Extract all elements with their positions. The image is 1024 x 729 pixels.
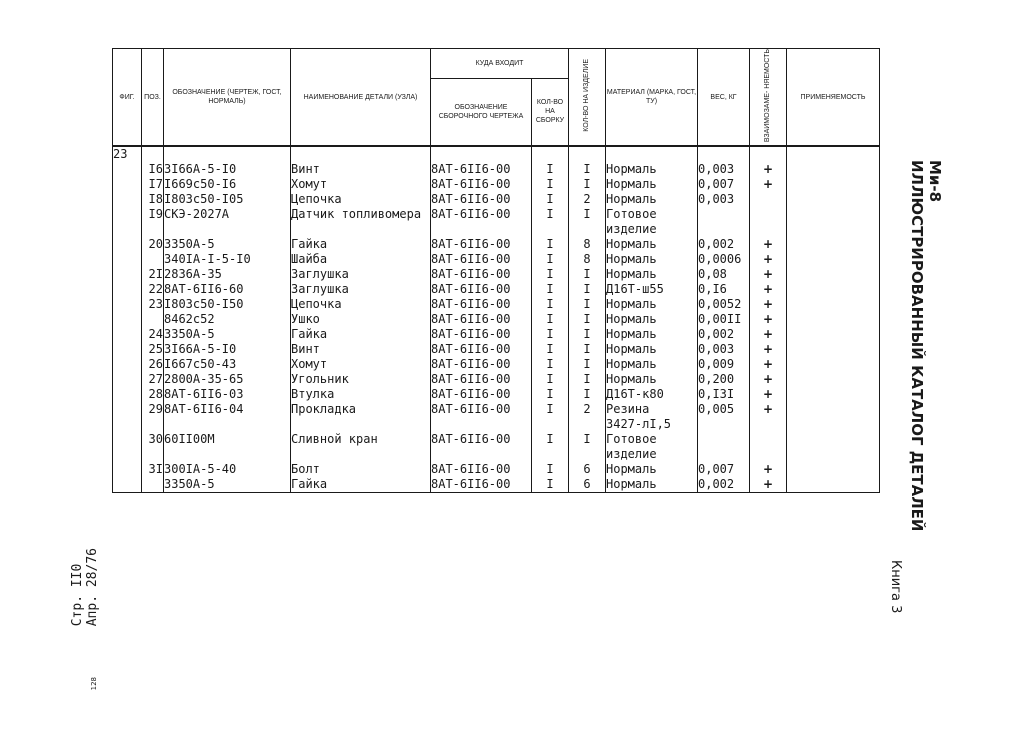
cell-qty-assembly: I bbox=[532, 282, 569, 297]
cell-material bbox=[606, 462, 698, 477]
material-line: Нормаль bbox=[606, 177, 657, 192]
cell-fig bbox=[113, 252, 142, 267]
cell-qty-product: I bbox=[569, 162, 606, 177]
cell-pos: 2I bbox=[142, 267, 164, 282]
cell-interchangeability: + bbox=[750, 462, 787, 477]
table-row bbox=[113, 237, 880, 252]
cell-interchangeability bbox=[750, 432, 787, 462]
cell-fig bbox=[113, 162, 142, 177]
cell-designation: I803с50-I05 bbox=[164, 192, 291, 207]
material-line: Нормаль bbox=[606, 252, 657, 267]
table-row bbox=[113, 402, 880, 432]
cell-interchangeability: + bbox=[750, 297, 787, 312]
cell-fig bbox=[113, 282, 142, 297]
cell-weight bbox=[698, 146, 750, 162]
header-qty-assembly: КОЛ-ВО НА СБОРКУ bbox=[532, 78, 569, 146]
revision-date: Апр. 28/76 bbox=[85, 548, 100, 627]
cell-fig bbox=[113, 402, 142, 432]
cell-interchangeability: + bbox=[750, 477, 787, 493]
cell-assembly: 8AT-6II6-00 bbox=[431, 192, 532, 207]
table-row bbox=[113, 282, 880, 297]
cell-fig bbox=[113, 177, 142, 192]
cell-name: Гайка bbox=[291, 237, 431, 252]
cell-interchangeability: + bbox=[750, 312, 787, 327]
cell-assembly bbox=[431, 146, 532, 162]
cell-fig bbox=[113, 477, 142, 493]
cell-qty-product: I bbox=[569, 282, 606, 297]
cell-designation: 2836A-35 bbox=[164, 267, 291, 282]
cell-material bbox=[606, 312, 698, 327]
cell-qty-assembly: I bbox=[532, 477, 569, 493]
cell-applicability bbox=[787, 146, 880, 162]
cell-weight: 0,08 bbox=[698, 267, 750, 282]
table-row bbox=[113, 357, 880, 372]
cell-pos: 30 bbox=[142, 432, 164, 462]
cell-interchangeability bbox=[750, 192, 787, 207]
cell-assembly: 8AT-6II6-00 bbox=[431, 402, 532, 432]
cell-material bbox=[606, 207, 698, 237]
material-line: Готовое bbox=[606, 432, 657, 447]
material-line: Нормаль bbox=[606, 477, 657, 492]
cell-name: Сливной кран bbox=[291, 432, 431, 462]
cell-weight: 0,200 bbox=[698, 372, 750, 387]
cell-qty-assembly: I bbox=[532, 402, 569, 432]
cell-weight: 0,005 bbox=[698, 402, 750, 432]
cell-designation: СКЭ-2027А bbox=[164, 207, 291, 237]
cell-designation: 8462с52 bbox=[164, 312, 291, 327]
aircraft-model: Ми-8 bbox=[926, 160, 944, 203]
cell-pos: 29 bbox=[142, 402, 164, 432]
cell-material bbox=[606, 146, 698, 162]
cell-designation: I667с50-43 bbox=[164, 357, 291, 372]
cell-qty-assembly: I bbox=[532, 342, 569, 357]
parts-table bbox=[112, 48, 880, 493]
cell-material bbox=[606, 432, 698, 462]
cell-assembly: 8AT-6II6-00 bbox=[431, 267, 532, 282]
cell-designation: I669с50-I6 bbox=[164, 177, 291, 192]
cell-interchangeability: + bbox=[750, 372, 787, 387]
cell-designation: 8AT-6II6-04 bbox=[164, 402, 291, 432]
cell-name: Гайка bbox=[291, 477, 431, 493]
cell-name: Винт bbox=[291, 342, 431, 357]
cell-applicability bbox=[787, 342, 880, 357]
cell-qty-product: I bbox=[569, 267, 606, 282]
cell-interchangeability bbox=[750, 207, 787, 237]
cell-qty-assembly: I bbox=[532, 372, 569, 387]
cell-material bbox=[606, 372, 698, 387]
cell-name: Угольник bbox=[291, 372, 431, 387]
cell-pos: I6 bbox=[142, 162, 164, 177]
cell-applicability bbox=[787, 477, 880, 493]
cell-weight: 0,I3I bbox=[698, 387, 750, 402]
cell-fig bbox=[113, 192, 142, 207]
cell-material bbox=[606, 282, 698, 297]
cell-assembly: 8AT-6II6-00 bbox=[431, 237, 532, 252]
material-line-2: изделие bbox=[606, 447, 657, 462]
cell-material bbox=[606, 177, 698, 192]
cell-weight bbox=[698, 432, 750, 462]
cell-pos bbox=[142, 312, 164, 327]
cell-weight: 0,003 bbox=[698, 162, 750, 177]
header-assembly-designation: ОБОЗНАЧЕНИЕ СБОРОЧНОГО ЧЕРТЕЖА bbox=[431, 78, 532, 146]
cell-material bbox=[606, 297, 698, 312]
table-row bbox=[113, 372, 880, 387]
material-line: Нормаль bbox=[606, 372, 657, 387]
cell-interchangeability: + bbox=[750, 327, 787, 342]
material-line: Нормаль bbox=[606, 327, 657, 342]
cell-qty-assembly: I bbox=[532, 267, 569, 282]
cell-qty-product: 8 bbox=[569, 237, 606, 252]
cell-designation: 60II00M bbox=[164, 432, 291, 462]
table-row bbox=[113, 342, 880, 357]
cell-interchangeability: + bbox=[750, 357, 787, 372]
material-line: Нормаль bbox=[606, 462, 657, 477]
cell-designation: 3I66A-5-I0 bbox=[164, 342, 291, 357]
material-line-2: изделие bbox=[606, 222, 657, 237]
cell-assembly: 8AT-6II6-00 bbox=[431, 432, 532, 462]
cell-weight: 0,002 bbox=[698, 477, 750, 493]
cell-qty-product bbox=[569, 146, 606, 162]
cell-pos: 27 bbox=[142, 372, 164, 387]
cell-fig bbox=[113, 462, 142, 477]
header-qty-product: КОЛ-ВО НА ИЗДЕЛИЕ bbox=[569, 49, 606, 147]
cell-material bbox=[606, 402, 698, 432]
cell-assembly: 8AT-6II6-00 bbox=[431, 312, 532, 327]
cell-weight: 0,007 bbox=[698, 177, 750, 192]
cell-assembly: 8AT-6II6-00 bbox=[431, 342, 532, 357]
cell-qty-assembly bbox=[532, 146, 569, 162]
table-body bbox=[113, 146, 880, 493]
cell-fig bbox=[113, 327, 142, 342]
cell-interchangeability: + bbox=[750, 387, 787, 402]
cell-material bbox=[606, 237, 698, 252]
cell-applicability bbox=[787, 402, 880, 432]
cell-qty-product: I bbox=[569, 357, 606, 372]
cell-qty-assembly: I bbox=[532, 432, 569, 462]
cell-pos bbox=[142, 146, 164, 162]
cell-applicability bbox=[787, 387, 880, 402]
cell-applicability bbox=[787, 432, 880, 462]
cell-designation: 8AT-6II6-60 bbox=[164, 282, 291, 297]
header-applicability: ПРИМЕНЯЕМОСТЬ bbox=[787, 49, 880, 147]
cell-assembly: 8AT-6II6-00 bbox=[431, 327, 532, 342]
material-line: Нормаль bbox=[606, 267, 657, 282]
cell-designation: 3350A-5 bbox=[164, 327, 291, 342]
cell-applicability bbox=[787, 162, 880, 177]
cell-fig bbox=[113, 237, 142, 252]
cell-weight bbox=[698, 207, 750, 237]
cell-assembly: 8AT-6II6-00 bbox=[431, 177, 532, 192]
table-row bbox=[113, 177, 880, 192]
material-line: Д16Т-ш55 bbox=[606, 282, 664, 297]
cell-pos: 28 bbox=[142, 387, 164, 402]
header-where-used: КУДА ВХОДИТ bbox=[431, 49, 569, 79]
cell-name: Цепочка bbox=[291, 192, 431, 207]
cell-weight: 0,007 bbox=[698, 462, 750, 477]
table-row bbox=[113, 267, 880, 282]
cell-qty-product: 6 bbox=[569, 477, 606, 493]
cell-qty-product: I bbox=[569, 312, 606, 327]
cell-qty-assembly: I bbox=[532, 357, 569, 372]
cell-pos: 24 bbox=[142, 327, 164, 342]
material-line: Нормаль bbox=[606, 312, 657, 327]
cell-interchangeability: + bbox=[750, 237, 787, 252]
cell-qty-product: I bbox=[569, 297, 606, 312]
cell-fig bbox=[113, 342, 142, 357]
cell-pos: I8 bbox=[142, 192, 164, 207]
material-line-2: 3427-лI,5 bbox=[606, 417, 672, 432]
cell-fig: 23 bbox=[113, 146, 142, 162]
cell-interchangeability: + bbox=[750, 252, 787, 267]
cell-qty-product: I bbox=[569, 177, 606, 192]
cell-designation: 340IA-I-5-I0 bbox=[164, 252, 291, 267]
cell-name: Болт bbox=[291, 462, 431, 477]
header-fig: ФИГ. bbox=[113, 49, 142, 147]
table-row bbox=[113, 432, 880, 462]
cell-name: Датчик топливомера bbox=[291, 207, 431, 237]
cell-interchangeability: + bbox=[750, 342, 787, 357]
cell-assembly: 8AT-6II6-00 bbox=[431, 462, 532, 477]
cell-material bbox=[606, 477, 698, 493]
cell-assembly: 8AT-6II6-00 bbox=[431, 387, 532, 402]
table-row bbox=[113, 207, 880, 237]
cell-qty-assembly: I bbox=[532, 387, 569, 402]
cell-name: Ушко bbox=[291, 312, 431, 327]
cell-name: Хомут bbox=[291, 177, 431, 192]
cell-qty-product: I bbox=[569, 387, 606, 402]
cell-pos: 22 bbox=[142, 282, 164, 297]
cell-interchangeability: + bbox=[750, 402, 787, 432]
header-material: МАТЕРИАЛ (МАРКА, ГОСТ, ТУ) bbox=[606, 49, 698, 147]
cell-applicability bbox=[787, 252, 880, 267]
table-row bbox=[113, 477, 880, 493]
cell-qty-assembly: I bbox=[532, 177, 569, 192]
cell-applicability bbox=[787, 312, 880, 327]
cell-fig bbox=[113, 357, 142, 372]
cell-designation: 3350A-5 bbox=[164, 477, 291, 493]
cell-pos: 25 bbox=[142, 342, 164, 357]
cell-designation: 2800A-35-65 bbox=[164, 372, 291, 387]
header-name: НАИМЕНОВАНИЕ ДЕТАЛИ (УЗЛА) bbox=[291, 49, 431, 147]
cell-assembly: 8AT-6II6-00 bbox=[431, 207, 532, 237]
cell-interchangeability: + bbox=[750, 267, 787, 282]
cell-material bbox=[606, 387, 698, 402]
cell-weight: 0,0006 bbox=[698, 252, 750, 267]
sheet-number: 128 bbox=[90, 677, 98, 691]
cell-qty-assembly: I bbox=[532, 252, 569, 267]
cell-designation: 3I66A-5-I0 bbox=[164, 162, 291, 177]
page-number: Стр. II0 bbox=[70, 563, 85, 627]
material-line: Готовое bbox=[606, 207, 657, 222]
cell-weight: 0,002 bbox=[698, 237, 750, 252]
cell-fig bbox=[113, 312, 142, 327]
cell-assembly: 8AT-6II6-00 bbox=[431, 162, 532, 177]
material-line: Резина bbox=[606, 402, 650, 417]
cell-name bbox=[291, 146, 431, 162]
cell-qty-product: 2 bbox=[569, 402, 606, 432]
cell-assembly: 8AT-6II6-00 bbox=[431, 372, 532, 387]
cell-fig bbox=[113, 432, 142, 462]
material-line: Нормаль bbox=[606, 162, 657, 177]
cell-interchangeability: + bbox=[750, 282, 787, 297]
header-interchangeability: ВЗАИМОЗАМЕ- НЯЕМОСТЬ bbox=[750, 49, 787, 147]
cell-material bbox=[606, 162, 698, 177]
cell-material bbox=[606, 252, 698, 267]
cell-assembly: 8AT-6II6-00 bbox=[431, 252, 532, 267]
cell-designation: 300IA-5-40 bbox=[164, 462, 291, 477]
cell-applicability bbox=[787, 177, 880, 192]
cell-pos bbox=[142, 477, 164, 493]
table-row bbox=[113, 146, 880, 162]
table-row bbox=[113, 462, 880, 477]
cell-name: Заглушка bbox=[291, 282, 431, 297]
cell-qty-assembly: I bbox=[532, 327, 569, 342]
cell-interchangeability: + bbox=[750, 162, 787, 177]
header-designation: ОБОЗНАЧЕНИЕ (ЧЕРТЕЖ, ГОСТ, НОРМАЛЬ) bbox=[164, 49, 291, 147]
cell-name: Гайка bbox=[291, 327, 431, 342]
page-info bbox=[70, 548, 100, 626]
material-line: Нормаль bbox=[606, 237, 657, 252]
cell-qty-assembly: I bbox=[532, 207, 569, 237]
cell-weight: 0,002 bbox=[698, 327, 750, 342]
cell-pos: I7 bbox=[142, 177, 164, 192]
cell-qty-product: 8 bbox=[569, 252, 606, 267]
cell-pos: 3I bbox=[142, 462, 164, 477]
material-line: Нормаль bbox=[606, 192, 657, 207]
catalog-name: ИЛЛЮСТРИРОВАННЫЙ КАТАЛОГ ДЕТАЛЕЙ bbox=[908, 160, 926, 532]
book-label: Книга 3 bbox=[888, 560, 903, 614]
cell-pos bbox=[142, 252, 164, 267]
catalog-title bbox=[908, 160, 944, 531]
material-line: Д16Т-к80 bbox=[606, 387, 664, 402]
table-row bbox=[113, 327, 880, 342]
cell-fig bbox=[113, 207, 142, 237]
cell-qty-product: I bbox=[569, 372, 606, 387]
cell-name: Винт bbox=[291, 162, 431, 177]
cell-qty-assembly: I bbox=[532, 462, 569, 477]
cell-weight: 0,003 bbox=[698, 342, 750, 357]
table-row bbox=[113, 192, 880, 207]
cell-assembly: 8AT-6II6-00 bbox=[431, 282, 532, 297]
cell-name: Втулка bbox=[291, 387, 431, 402]
cell-name: Шайба bbox=[291, 252, 431, 267]
cell-qty-product: I bbox=[569, 342, 606, 357]
cell-fig bbox=[113, 372, 142, 387]
cell-assembly: 8AT-6II6-00 bbox=[431, 357, 532, 372]
table-row bbox=[113, 297, 880, 312]
cell-material bbox=[606, 192, 698, 207]
cell-material bbox=[606, 267, 698, 282]
cell-pos: 20 bbox=[142, 237, 164, 252]
cell-qty-assembly: I bbox=[532, 297, 569, 312]
cell-applicability bbox=[787, 372, 880, 387]
cell-qty-product: I bbox=[569, 432, 606, 462]
cell-fig bbox=[113, 297, 142, 312]
cell-applicability bbox=[787, 207, 880, 237]
cell-qty-product: 6 bbox=[569, 462, 606, 477]
cell-weight: 0,003 bbox=[698, 192, 750, 207]
cell-name: Цепочка bbox=[291, 297, 431, 312]
cell-applicability bbox=[787, 462, 880, 477]
cell-weight: 0,009 bbox=[698, 357, 750, 372]
cell-interchangeability bbox=[750, 146, 787, 162]
cell-applicability bbox=[787, 357, 880, 372]
table-row bbox=[113, 387, 880, 402]
cell-name: Прокладка bbox=[291, 402, 431, 432]
header-pos: ПОЗ. bbox=[142, 49, 164, 147]
table-row bbox=[113, 252, 880, 267]
cell-qty-assembly: I bbox=[532, 312, 569, 327]
cell-applicability bbox=[787, 327, 880, 342]
cell-name: Хомут bbox=[291, 357, 431, 372]
cell-material bbox=[606, 327, 698, 342]
cell-interchangeability: + bbox=[750, 177, 787, 192]
cell-qty-assembly: I bbox=[532, 192, 569, 207]
cell-weight: 0,00II bbox=[698, 312, 750, 327]
cell-applicability bbox=[787, 282, 880, 297]
cell-name: Заглушка bbox=[291, 267, 431, 282]
cell-qty-assembly: I bbox=[532, 237, 569, 252]
cell-pos: I9 bbox=[142, 207, 164, 237]
cell-designation: I803с50-I50 bbox=[164, 297, 291, 312]
cell-assembly: 8AT-6II6-00 bbox=[431, 477, 532, 493]
cell-qty-product: I bbox=[569, 327, 606, 342]
cell-weight: 0,I6 bbox=[698, 282, 750, 297]
cell-qty-product: 2 bbox=[569, 192, 606, 207]
table-row bbox=[113, 312, 880, 327]
cell-qty-assembly: I bbox=[532, 162, 569, 177]
cell-fig bbox=[113, 267, 142, 282]
cell-assembly: 8AT-6II6-00 bbox=[431, 297, 532, 312]
cell-material bbox=[606, 342, 698, 357]
cell-applicability bbox=[787, 192, 880, 207]
material-line: Нормаль bbox=[606, 297, 657, 312]
cell-weight: 0,0052 bbox=[698, 297, 750, 312]
cell-designation: 3350A-5 bbox=[164, 237, 291, 252]
cell-qty-product: I bbox=[569, 207, 606, 237]
cell-pos: 26 bbox=[142, 357, 164, 372]
cell-applicability bbox=[787, 267, 880, 282]
cell-pos: 23 bbox=[142, 297, 164, 312]
cell-applicability bbox=[787, 297, 880, 312]
cell-material bbox=[606, 357, 698, 372]
cell-designation bbox=[164, 146, 291, 162]
cell-designation: 8AT-6II6-03 bbox=[164, 387, 291, 402]
cell-applicability bbox=[787, 237, 880, 252]
table-row bbox=[113, 162, 880, 177]
cell-fig bbox=[113, 387, 142, 402]
header-weight: ВЕС, КГ bbox=[698, 49, 750, 147]
material-line: Нормаль bbox=[606, 342, 657, 357]
material-line: Нормаль bbox=[606, 357, 657, 372]
